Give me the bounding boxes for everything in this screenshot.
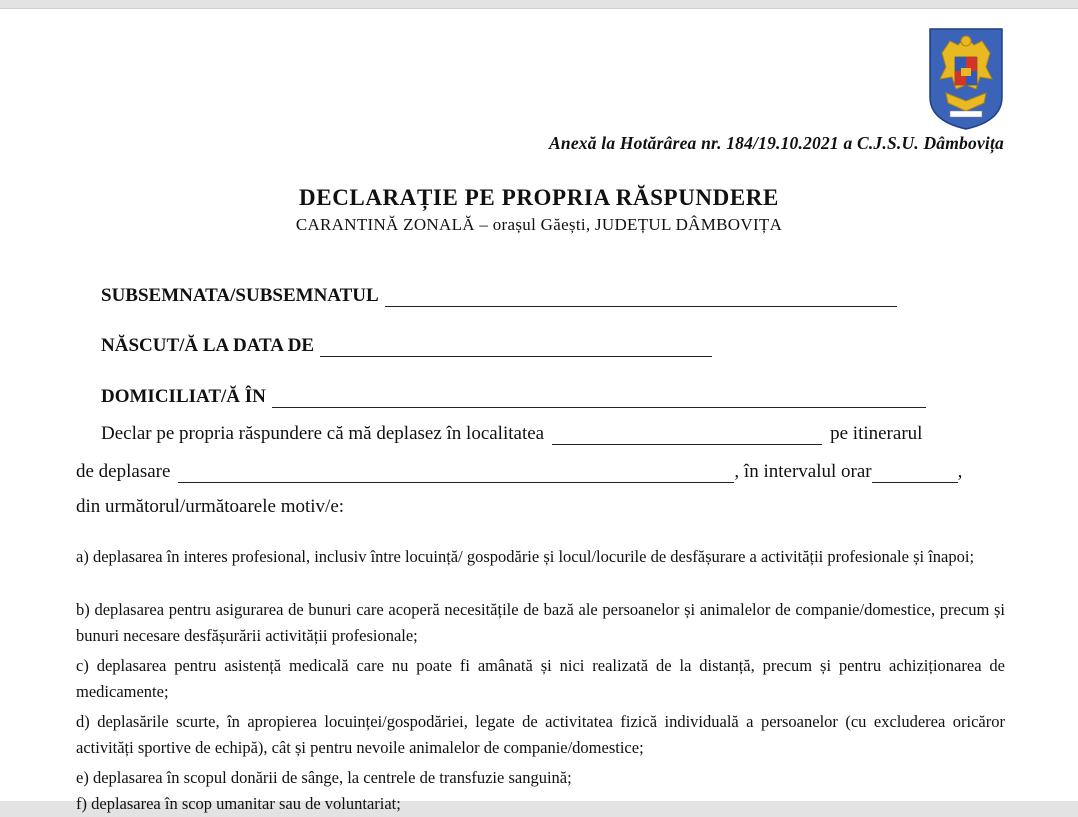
declaration-line-1 [101, 423, 922, 445]
locality-blank[interactable] [552, 429, 822, 445]
birth-date-label: NĂSCUT/Ă LA DATA DE [101, 335, 315, 356]
declaration-line-2 [76, 461, 962, 483]
declaration-text-6: din următorul/următoarele motiv/e: [76, 496, 345, 517]
declaration-text-5: , [957, 461, 963, 482]
reason-e-text: e) deplasarea în scopul donării de sânge, la centrele de transfuzie sanguină; [76, 768, 572, 787]
time-interval-blank[interactable] [872, 467, 958, 483]
coat-of-arms-icon [928, 27, 1004, 131]
reason-c-text: c) deplasarea pentru asistență medicală care nu poate fi amânată și nici realizată de la distanță, precum și pentru achiziționarea de medicamente; [76, 656, 1005, 701]
reason-c [76, 653, 1005, 705]
document-title: DECLARAȚIE PE PROPRIA RĂSPUNDERE [299, 185, 779, 210]
itinerary-blank[interactable] [178, 467, 734, 483]
reason-b-text: b) deplasarea pentru asigurarea de bunuri care acoperă necesitățile de bază ale persoanelor și animalelor de companie/domestice, precum și bunuri necesare desfășurării activității profesionale; [76, 600, 1005, 645]
document-page [0, 8, 1078, 813]
reason-f [76, 791, 1005, 817]
name-field [101, 285, 897, 307]
birth-date-blank[interactable] [320, 338, 712, 357]
name-blank[interactable] [385, 288, 897, 307]
name-label: SUBSEMNATA/SUBSEMNATUL [101, 285, 379, 306]
declaration-line-3 [76, 496, 344, 518]
reason-d-text: d) deplasările scurte, în apropierea locuinței/gospodăriei, legate de activitatea fizică individuală a persoanelor (cu excluderea oricăror activități sportive de echipă), cât și pentru nevoile animalelor de companie/domestice; [76, 712, 1005, 757]
reason-a-text: a) deplasarea în interes profesional, inclusiv între locuință/ gospodărie și locul/locurile de desfășurare a activității profesionale și înapoi; [76, 547, 975, 566]
reason-b [76, 597, 1005, 649]
document-subtitle: CARANTINĂ ZONALĂ – orașul Găești, JUDEȚUL DÂMBOVIȚA [295, 215, 783, 234]
declaration-text-4: , în intervalul orar [734, 461, 872, 482]
declaration-text-1: Declar pe propria răspundere că mă deplasez în localitatea [101, 423, 545, 444]
reason-e [76, 765, 1005, 791]
reason-a [76, 544, 1005, 570]
annex-reference: Anexă la Hotărârea nr. 184/19.10.2021 a C.J.S.U. Dâmbovița [549, 133, 1004, 153]
birth-date-field [101, 335, 712, 357]
address-field [101, 386, 926, 408]
address-blank[interactable] [272, 389, 926, 408]
declaration-text-3: de deplasare [76, 461, 171, 482]
address-label: DOMICILIAT/Ă ÎN [101, 386, 266, 407]
reason-f-text: f) deplasarea în scop umanitar sau de voluntariat; [76, 794, 401, 813]
declaration-text-2: pe itinerarul [830, 423, 923, 444]
reason-d [76, 709, 1005, 761]
